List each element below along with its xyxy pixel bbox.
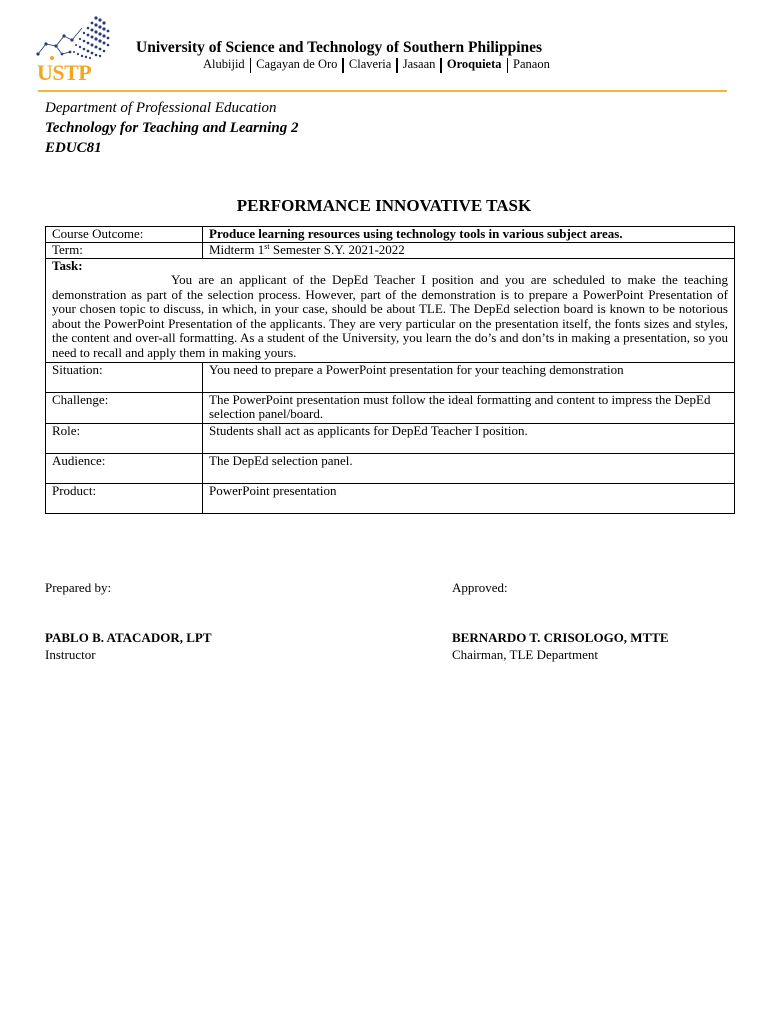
table-row — [46, 227, 735, 243]
term-suffix: Semester S.Y. 2021-2022 — [269, 242, 405, 257]
product-label: Product: — [46, 483, 203, 513]
prepared-by-title: Instructor — [45, 647, 96, 662]
approved-label: Approved: — [452, 580, 508, 595]
table-row — [46, 243, 735, 259]
logo-wordmark: USTP — [37, 60, 92, 85]
situation-value: You need to prepare a PowerPoint presentation for your teaching demonstration — [203, 362, 735, 392]
term-prefix: Midterm 1 — [209, 242, 265, 257]
campus-oroquieta: Oroquieta — [446, 57, 502, 71]
prepared-by-label: Prepared by: — [45, 580, 112, 595]
term-superscript: st — [264, 242, 270, 251]
university-name: University of Science and Technology of Southern Philippines — [136, 39, 543, 56]
header-divider — [38, 90, 727, 92]
task-cell — [46, 259, 735, 363]
term-label: Term: — [46, 243, 203, 259]
table-row — [46, 423, 735, 453]
page-title: PERFORMANCE INNOVATIVE TASK — [236, 196, 532, 215]
approved-by-title: Chairman, TLE Department — [452, 647, 598, 662]
audience-value: The DepEd selection panel. — [203, 453, 735, 483]
task-table — [45, 226, 735, 514]
campus-claveria: Claveria — [348, 57, 392, 71]
campus-panaon: Panaon — [513, 57, 550, 71]
term-value — [203, 243, 735, 259]
course-title: Technology for Teaching and Learning 2 — [45, 120, 299, 136]
situation-label: Situation: — [46, 362, 203, 392]
campus-list — [203, 57, 555, 73]
prepared-by-name: PABLO B. ATACADOR, LPT — [45, 630, 212, 645]
role-label: Role: — [46, 423, 203, 453]
table-row — [46, 259, 735, 363]
campus-alubijid: Alubijid — [203, 57, 245, 71]
task-label: Task: — [52, 258, 83, 273]
campus-jasaan: Jasaan — [402, 57, 436, 71]
table-row — [46, 362, 735, 392]
approved-by-name: BERNARDO T. CRISOLOGO, MTTE — [452, 630, 669, 645]
challenge-value: The PowerPoint presentation must follow the ideal formatting and content to impress the DepEd selection panel/board. — [203, 392, 735, 423]
task-text: You are an applicant of the DepEd Teacher I position and you are scheduled to make the teaching demonstration as part of the selection process. However, part of the demonstration is to prepare a PowerPoint Presentation of your chosen topic to discuss, in which, in your case, should be about TLE. The DepEd selection board is known to be notorious about the PowerPoint Presentation of the applicants. They are very particular on the presentation itself, the fonts sizes and styles, the content and over-all formatting. As a student of the University, you learn the do’s and don’ts in making a presentation, so you need to recall and apply them in making yours. — [52, 272, 728, 360]
task-description — [52, 273, 728, 361]
department-name: Department of Professional Education — [45, 100, 277, 116]
course-code: EDUC81 — [45, 140, 102, 156]
campus-cagayan-de-oro: Cagayan de Oro — [256, 57, 338, 71]
audience-label: Audience: — [46, 453, 203, 483]
course-outcome-value: Produce learning resources using technology tools in various subject areas. — [203, 227, 735, 243]
table-row — [46, 483, 735, 513]
course-outcome-label: Course Outcome: — [46, 227, 203, 243]
role-value: Students shall act as applicants for DepEd Teacher I position. — [203, 423, 735, 453]
challenge-label: Challenge: — [46, 392, 203, 423]
product-value: PowerPoint presentation — [203, 483, 735, 513]
table-row — [46, 392, 735, 423]
table-row — [46, 453, 735, 483]
